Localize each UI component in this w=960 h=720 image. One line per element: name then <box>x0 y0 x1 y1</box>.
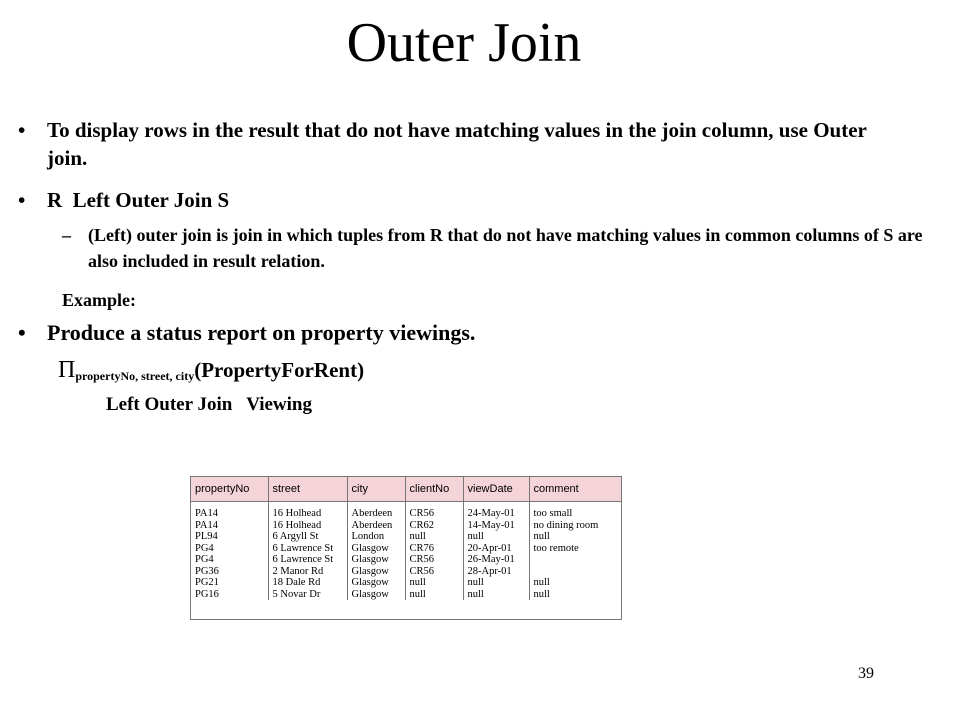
table-cell-city: Glasgow <box>347 554 405 566</box>
table-cell-propertyno: PA14 <box>195 508 218 519</box>
table-cell-street: 6 Lawrence St <box>268 554 347 566</box>
table-cell-clientno: null <box>405 531 463 543</box>
table-cell-viewdate: null <box>463 577 529 589</box>
bullet-text: To display rows in the result that do not have matching values in the join column, use Outer join. <box>47 118 867 170</box>
table-row <box>191 577 621 589</box>
column-header-viewdate: viewDate <box>463 477 529 502</box>
table-cell-city: Glasgow <box>347 589 405 601</box>
table-cell-propertyno: PG16 <box>195 588 219 600</box>
table-cell-viewdate: 20-Apr-01 <box>463 543 529 555</box>
table-cell-comment: too remote <box>529 543 621 555</box>
table-cell-clientno: null <box>405 589 463 601</box>
column-header-clientno: clientNo <box>405 477 463 502</box>
projection-subscript: propertyNo, street, city <box>75 369 195 383</box>
bullet-dot: • <box>18 118 26 142</box>
table-cell-city: Aberdeen <box>347 502 405 520</box>
table-row <box>191 531 621 543</box>
table-cell-comment: null <box>529 589 621 601</box>
column-header-city: city <box>347 477 405 502</box>
table-cell-clientno: CR56 <box>405 566 463 578</box>
table-cell-propertyno: PG21 <box>195 577 219 588</box>
table-cell-street: 2 Manor Rd <box>268 566 347 578</box>
table-cell-city: Aberdeen <box>347 520 405 532</box>
dash-marker: – <box>62 225 71 245</box>
column-header-street: street <box>268 477 347 502</box>
projection-expression <box>58 356 364 390</box>
table-cell-clientno: CR56 <box>405 502 463 520</box>
bullet-text: R Left Outer Join S <box>47 188 230 212</box>
table-cell-viewdate: 24-May-01 <box>463 502 529 520</box>
table-cell-comment: too small <box>529 502 621 520</box>
table-cell-propertyno: PL94 <box>195 531 218 542</box>
table-cell-street: 5 Novar Dr <box>268 589 347 601</box>
table-cell-propertyno: PG36 <box>195 565 219 577</box>
table-cell-clientno: CR76 <box>405 543 463 555</box>
page-number: 39 <box>858 665 874 682</box>
column-header-propertyno: propertyNo <box>191 477 268 502</box>
table-row <box>191 520 621 532</box>
table-body <box>191 502 621 601</box>
table-cell-comment: null <box>529 531 621 543</box>
result-table <box>191 477 621 600</box>
table-cell-street: 6 Argyll St <box>268 531 347 543</box>
table-cell-comment: null <box>529 577 621 589</box>
table-cell-city: Glasgow <box>347 543 405 555</box>
table-cell-comment <box>529 566 621 578</box>
table-cell-street: 6 Lawrence St <box>268 543 347 555</box>
table-cell-propertyno: PG4 <box>195 554 214 565</box>
join-expression: Left Outer Join Viewing <box>106 394 313 415</box>
column-header-comment: comment <box>529 477 621 502</box>
table-cell-city: London <box>347 531 405 543</box>
sub-bullet-text: (Left) outer join is join in which tuples from R that do not have matching values in common columns of S are also included in result relation. <box>88 225 923 271</box>
slide-title: Outer Join <box>346 12 582 74</box>
table-cell-comment: no dining room <box>529 520 621 532</box>
table-cell-comment <box>529 554 621 566</box>
table-cell-viewdate: null <box>463 531 529 543</box>
bullet-dot: • <box>18 188 26 212</box>
table-cell-city: Glasgow <box>347 566 405 578</box>
table-cell-propertyno: PG4 <box>195 542 214 554</box>
table-cell-viewdate: 26-May-01 <box>463 554 529 566</box>
table-cell-street: 16 Holhead <box>268 520 347 532</box>
bullet-dot: • <box>18 320 26 345</box>
table-cell-street: 16 Holhead <box>268 502 347 520</box>
table-cell-clientno: null <box>405 577 463 589</box>
table-cell-viewdate: null <box>463 589 529 601</box>
table-cell-viewdate: 14-May-01 <box>463 520 529 532</box>
projection-relation: (PropertyForRent) <box>194 358 365 382</box>
table-cell-city: Glasgow <box>347 577 405 589</box>
bullet-text: Produce a status report on property viewings. <box>47 320 476 345</box>
table-cell-propertyno: PA14 <box>195 519 218 531</box>
table-row <box>191 554 621 566</box>
table-cell-viewdate: 28-Apr-01 <box>463 566 529 578</box>
table-row <box>191 589 621 601</box>
table-cell-street: 18 Dale Rd <box>268 577 347 589</box>
pi-symbol: Π <box>58 357 76 383</box>
table-header-row <box>191 477 621 502</box>
table-cell-clientno: CR56 <box>405 554 463 566</box>
table-cell-clientno: CR62 <box>405 520 463 532</box>
table-row <box>191 543 621 555</box>
result-table-frame <box>190 476 622 620</box>
table-row <box>191 566 621 578</box>
table-row <box>191 502 621 520</box>
example-label: Example: <box>62 290 136 310</box>
